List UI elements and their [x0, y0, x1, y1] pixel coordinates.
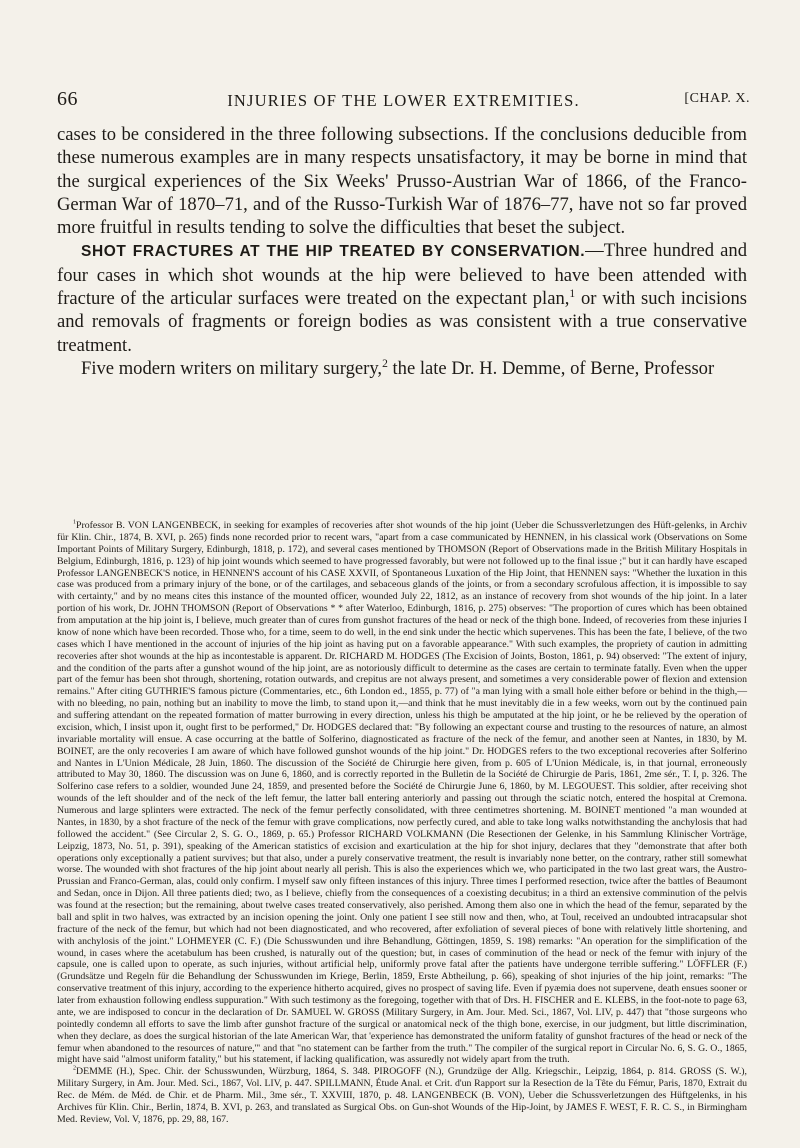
paragraph-text: Five modern writers on military surgery, [81, 357, 383, 379]
footnote-1 [57, 520, 747, 1066]
footnote-1-mark: 1 [73, 519, 77, 526]
section-paragraph [57, 239, 747, 356]
running-title: INJURIES OF THE LOWER EXTREMITIES. [227, 91, 580, 110]
section-heading: SHOT FRACTURES AT THE HIP TREATED BY CONSERVATION. [81, 243, 586, 261]
footnote-ref-1[interactable]: 1 [569, 287, 576, 300]
paragraph-text-end: the late Dr. H. Demme, of Berne, Professor [387, 357, 715, 379]
section-paragraph-text-end: or with such incisions and removals of fragments or foreign bodies as was consistent with a true conservative treatment. [57, 288, 747, 356]
chapter-label: [CHAP. X. [684, 91, 750, 106]
page-number: 66 [57, 88, 78, 110]
main-text [57, 123, 747, 380]
footnote-1-text: Professor B. VON LANGENBECK, in seeking for examples of recoveries after shot wounds of the hip joint (Ueber die Schussverletzungen des Hüft-gelenks, in Archiv für Klin. Chir., 1874, B. XVI, p. 265) finds none recorded prior to recent wars, "apart from a case communicated by HENNEN, in his classical work (Observations on Some Important Points of Military Surgery, Edinburgh, 1818, p. 172), and several cases mentioned by THOMSON (Report of Observations made in the British Military Hospitals in Belgium, Edinburgh, 1816, p. 123) of hip joint wounds which seemed to have progressed favorably, but were not followed up to the final issue ;" but it can hardly have escaped Professor LANGENBECK'S notice, in HENNEN'S account of his CASE XXVII, of Spontaneous Luxation of the Hip Joint, that HENNEN says: "Whether the luxation in this case was produced from a primary injury of the bone, or of the cartilages, and sebaceous glands of the joints, or from a secondary scrofulous affection, it is impossible to say with certainty," and by no means cites this instance of the mounted officer, wounded July 22, 1812, as an instance of recovery from shot wounds of the hip joint. In a later portion of his work, Dr. JOHN THOMSON (Report of Observations * * after Waterloo, Edinburgh, 1816, p. 275) observes: "The proportion of cures which has been obtained from amputation at the hip joint is, I believe, much greater than of cures from gunshot fractures of the head or neck of the thigh bone. Indeed, of recoveries from these injuries I know of none which have been recorded. Those who, for a time, seem to do well, in the end sink under the hectic which supervenes. This has been the fate, I believe, of the two cases which I have mentioned in the account of injuries of the hip joint as having put on a favorable appearance." With such examples, the propriety of caution in admitting recoveries after shot wounds at the hip as incontestable is apparent. Dr. RICHARD M. HODGES (The Excision of Joints, Boston, 1861, p. 94) observed: "The extent of injury, and the condition of the parts after a gunshot wound of the hip joint, are as notoriously difficult to determine as the cases are certain to terminate fatally. Even when the upper part of the femur has been shot through, shortening, rotation outwards, and crepitus are not always present, and sometimes a very considerable power of flexion and extension remains." After citing GUTHRIE'S famous picture (Commentaries, etc., 6th London ed., 1855, p. 77) of "a man lying with a small hole either before or behind in the thigh,—with no bleeding, no pain, nothing but an inability to move the limb, to stand upon it,—and think that he must inevitably die in a few weeks, worn out by the continued pain and suffering attendant on the repeated formation of matter burrowing in every direction, unless his thigh be amputated at the hip joint, or he be relieved by the operation of excision, which, I insist upon it, ought first to be performed," Dr. HODGES declared that: "By following an expectant course and trusting to the resources of nature, an almost invariable mortality will ensue. A case occurring at the battle of Solferino, diagnosticated as fracture of the neck of the femur, and another seen at Nantes, in 1830, by M. BOINET, are the only recoveries I am aware of which have followed gunshot wounds of the hip joint." Dr. HODGES refers to the two exceptional recoveries after Solferino and Nantes in L'Union Médicale, 28 Juin, 1860. The discussion of the Société de Chirurgie here given, from p. 605 of L'Union Médicale, is, in that journal, erroneously attributed to May 30, 1860. The discussion was on June 6, 1860, and is correctly reported in the Bulletin de la Société de Chirurgie de Paris, 1861, 2me sér., T. I, p. 326. The Solferino case refers to a soldier, wounded June 24, 1859, and presented before the Société de Chirurgie June 6, 1860, by M. LEGOUEST. This soldier, after receiving shot wounds of the left shoulder and of the neck of the left femur, the latter ball entering anteriorly and passing out through the sciatic notch, entered the hospital at Cremona. Numerous and large splinters were extracted. The neck of the femur perfectly consolidated, with three centimetres shortening. M. BOINET mentioned "a man wounded at Nantes, in 1830, by a shot fracture of the neck of the femur with grave complications, now perfectly cured, and able to take long walks notwithstanding the anchylosis that had followed the accident." (See Circular 2, S. G. O., 1869, p. 65.) Professor RICHARD VOLKMANN (Die Resectionen der Gelenke, in his Sammlung Klinischer Vorträge, Leipzig, 1873, No. 51, p. 391), speaking of the American statistics of excision and exarticulation at the hip for shot injury, declares that they "demonstrate that after both operations only exceptionally a patient survives; but that also, under a purely conservative treatment, the result is invariably none better, on the contrary, rather still somewhat worse. The wounded with shot fractures of the hip joint about nearly all perish. This is also the experiences which we, who participated in the two last great wars, the Austro-Prussian and Franco-German, alas, could only confirm. I myself saw only fifteen instances of this injury. Three times I performed resection, twice after the battles of Beaumont and Sedan, once in Dijon. All three patients died; two, as I believe, chiefly from the consequences of a coexisting decubitus; in a third an extensive comminution of the pelvis was found at the resection; but the remaining, about twelve cases treated conservatively, also perished. Among them also one in which the head of the femur, separated by the ball and split in two halves, was extracted by an incision opening the joint. Only one patient I see still now and then, who, at Toul, received an undoubted intracapsular shot fracture of the neck of the femur, but which had not been diagnosticated, and who recovered, after exfoliation of several pieces of bone with relatively little shortening, and with anchylosis of the joint." LOHMEYER (C. F.) (Die Schusswunden und ihre Behandlung, Göttingen, 1859, S. 198) remarks: "An operation for the simplification of the wound, in cases where the acetabulum has been crushed, is naturally out of the question; but, in cases of comminution of the head or neck of the femur with injury of the capsule, one is called upon to operate, as such injuries, without artificial help, uniformly prove fatal after the patients have undergone terrible suffering." LÖFFLER (F.) (Grundsätze und Regeln für die Behandlung der Schusswunden im Kriege, Berlin, 1859, Erste Abtheilung, p. 66), speaking of shot injuries of the hip joint, remarks: "The conservative treatment of this injury, according to the experience hitherto acquired, gives no prospect of saving life. Even if pyæmia does not supervene, death ensues sooner or later from exhaustion following endless suppuration." With such testimony as the foregoing, together with that of Drs. H. FISCHER and E. KLEBS, in the foot-note to page 63, ante, we are indisposed to concur in the declaration of Dr. SAMUEL W. GROSS (Military Surgery, in Am. Jour. Med. Sci., 1867, Vol. LIV, p. 447) that "those surgeons who pointedly condemn all efforts to save the limb after gunshot fracture of the surgical or anatomical neck of the thigh bone, exercise, in our judgment, but little discrimination, when they declare, as does the surgical historian of the late American War, that 'experience has demonstrated the uniform fatality of gunshot fractures of the head or neck of the femur when abandoned to the resources of nature,'" and that "no statement can be farther from the truth." The compiler of the surgical report in Circular No. 6, S. G. O., 1865, might have said "almost uniform fatality," but his statement, if lacking qualification, was assuredly not widely apart from the truth. [57, 520, 747, 1066]
paragraph [57, 357, 747, 380]
footnote-2-text: DEMME (H.), Spec. Chir. der Schusswunden, Würzburg, 1864, S. 348. PIROGOFF (N.), Grundzüge der Allg. Kriegschir., Leipzig, 1864, p. 814. GROSS (S. W.), Military Surgery, in Am. Jour. Med. Sci., 1867, Vol. LIV, p. 447. SPILLMANN, Étude Anal. et Crit. d'un Rapport sur la Resection de la Tête du Fémur, Paris, 1870, Extrait du Rec. de Mém. de Méd. de Chir. et de Pharm. Mil., 3me sér., T. XXVIII, 1870, p. 48. LANGENBECK (B. VON), Ueber die Schussverletzungen des Hüftgelenks, in his Archives für Klin. Chir., Berlin, 1874, B. XVI, p. 263, and translated as Surgical Obs. on Gun-shot Wounds of the Hip-Joint, by JAMES F. WEST, F. R. C. S., in Birmingham Med. Review, Vol. V, 1876, pp. 29, 88, 167. [57, 1066, 747, 1125]
footnote-2 [57, 1066, 747, 1125]
paragraph-continuation: cases to be considered in the three following subsections. If the conclusions deducible from these numerous examples are in many respects unsatisfactory, it may be borne in mind that the surgical experiences of the Six Weeks' Prusso-Austrian War of 1866, of the Franco-German War of 1870–71, and of the Russo-Turkish War of 1876–77, have not so far proved more fruitful in results tending to solve the difficulties that beset the subject. [57, 124, 747, 239]
footnote-2-mark: 2 [73, 1065, 77, 1072]
running-header [57, 88, 750, 114]
footnote-ref-2[interactable]: 2 [382, 357, 388, 370]
section-paragraph-text: —Three hundred and four cases in which shot wounds at the hip were believed to have been attended with fracture of the articular surfaces were treated on the expectant plan, [57, 240, 747, 310]
footnotes [57, 520, 747, 1126]
